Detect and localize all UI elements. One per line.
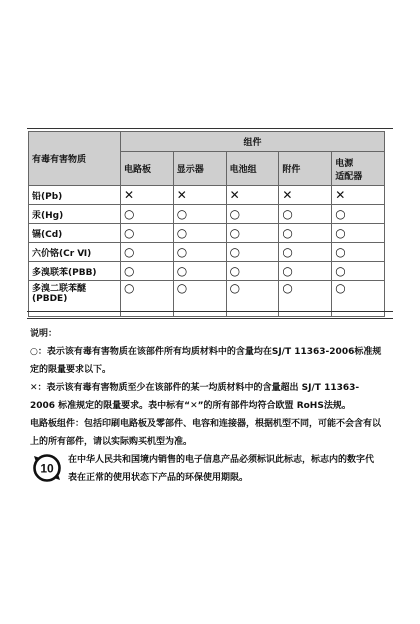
within-limit-mark: ○ — [226, 243, 279, 262]
substance-name: 六价铬(Cr Ⅵ) — [29, 243, 121, 262]
top-divider — [27, 128, 393, 129]
within-limit-mark: ○ — [279, 224, 332, 243]
logo-number: 10 — [40, 461, 54, 476]
within-limit-mark: ○ — [173, 205, 226, 224]
within-limit-mark: ○ — [173, 224, 226, 243]
substance-name: 多溴二联苯醚 (PBDE) — [29, 281, 121, 317]
within-limit-mark: ○ — [121, 205, 174, 224]
within-limit-mark: ○ — [332, 224, 385, 243]
within-limit-mark: ○ — [279, 281, 332, 317]
within-limit-mark: ○ — [121, 281, 174, 317]
within-limit-mark: ○ — [332, 243, 385, 262]
exceeds-limit-mark: ✕ — [279, 186, 332, 205]
exceeds-limit-mark: ✕ — [226, 186, 279, 205]
logo-note: 在中华人民共和国境内销售的电子信息产品必须标识此标志，标志内的数字代表在正常的使用状态下产品的环保使用期限。 — [68, 455, 375, 483]
component-header: 附件 — [279, 152, 332, 186]
component-header: 电路板 — [121, 152, 174, 186]
exceeds-limit-mark: ✕ — [121, 186, 174, 205]
exceeds-limit-mark: ✕ — [173, 186, 226, 205]
table-bottom-divider — [27, 311, 393, 312]
table-row — [29, 186, 385, 205]
environment-protection-period-logo-icon — [32, 453, 62, 483]
within-limit-mark: ○ — [279, 205, 332, 224]
table-row — [29, 205, 385, 224]
substance-name: 汞(Hg) — [29, 205, 121, 224]
table-row — [29, 262, 385, 281]
within-limit-mark: ○ — [226, 224, 279, 243]
cross-note: ✕：表示该有毒有害物质至少在该部件的某一均质材料中的含量超出 SJ/T 11363-2006 标准规定的限量要求。表中标有“✕”的所有部件均符合欧盟 RoHS法规。 — [30, 383, 360, 411]
within-limit-mark: ○ — [279, 243, 332, 262]
within-limit-mark: ○ — [226, 281, 279, 317]
hazardous-substances-table — [28, 131, 385, 317]
within-limit-mark: ○ — [226, 262, 279, 281]
within-limit-mark: ○ — [121, 262, 174, 281]
substance-name: 铅(Pb) — [29, 186, 121, 205]
within-limit-mark: ○ — [173, 243, 226, 262]
within-limit-mark: ○ — [121, 243, 174, 262]
table-row — [29, 243, 385, 262]
exceeds-limit-mark: ✕ — [332, 186, 385, 205]
circle-note: ○：表示该有毒有害物质在该部件所有均质材料中的含量均在SJ/T 11363-2006标准规定的限量要求以下。 — [30, 347, 382, 375]
substance-column-header: 有毒有害物质 — [29, 132, 121, 186]
component-header: 显示器 — [173, 152, 226, 186]
within-limit-mark: ○ — [173, 281, 226, 317]
within-limit-mark: ○ — [121, 224, 174, 243]
within-limit-mark: ○ — [173, 262, 226, 281]
notes-title: 说明： — [30, 329, 58, 339]
component-group-header: 组件 — [121, 132, 385, 152]
notes-section — [30, 325, 382, 487]
table-row — [29, 224, 385, 243]
environmental-logo-row — [30, 451, 382, 487]
substance-name: 多溴联苯(PBB) — [29, 262, 121, 281]
within-limit-mark: ○ — [332, 262, 385, 281]
component-header: 电池组 — [226, 152, 279, 186]
within-limit-mark: ○ — [226, 205, 279, 224]
circuit-board-note: 电路板组件：包括印刷电路板及零部件、电容和连接器，根据机型不同，可能不会含有以上的所有部件，请以实际购买机型为准。 — [30, 419, 382, 447]
notes-divider — [27, 318, 393, 319]
component-header: 电源 适配器 — [332, 152, 385, 186]
within-limit-mark: ○ — [332, 281, 385, 317]
substance-name: 镉(Cd) — [29, 224, 121, 243]
within-limit-mark: ○ — [332, 205, 385, 224]
within-limit-mark: ○ — [279, 262, 332, 281]
